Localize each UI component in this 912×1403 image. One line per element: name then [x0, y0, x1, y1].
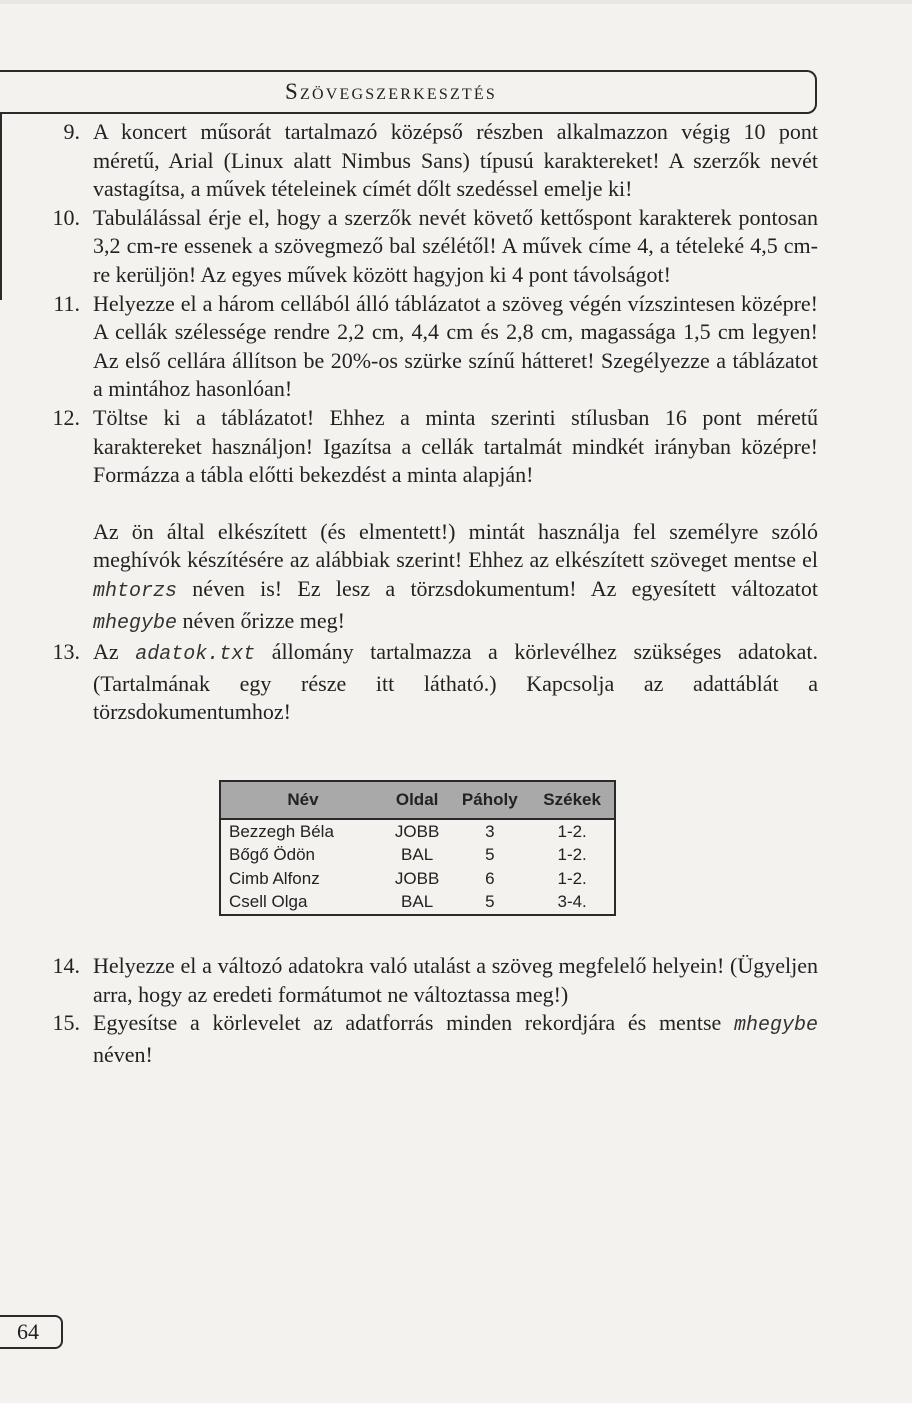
table-header-cell: Páholy [449, 782, 530, 819]
table-cell: BAL [401, 845, 434, 865]
task-number: 10. [52, 204, 80, 230]
table-header-cell: Székek [530, 782, 614, 819]
task-text-part: állomány tartalmazza a körlevélhez szükséges adatokat. (Tartalmának egy része itt látható.) Kapcsolja az adattáblát a törzsdokumentumhoz! [93, 639, 818, 725]
table-cell: 1-2. [557, 845, 587, 865]
table-cell: 1-2. [557, 821, 587, 841]
task-text: Helyezze el a változó adatokra való utalást a szöveg megfelelő helyein! (Ügyeljen arra, hogy az eredeti formátumot ne változtassa meg!) [93, 953, 818, 1007]
filename-mhegybe: mhegybe [93, 611, 178, 635]
table-header-row [221, 782, 614, 819]
table-cell: JOBB [394, 868, 440, 888]
task-number: 15. [52, 1010, 80, 1036]
task-text [93, 1009, 818, 1069]
task-item-10 [0, 204, 912, 290]
intro-text: Az ön által elkészített (és elmentett!) mintát használja fel személyre szóló meghívók készítésére az alábbiak szerint! Ehhez az elkészített szöveget mentse el [93, 518, 818, 573]
table-cell: BAL [401, 892, 434, 912]
table-row [221, 867, 614, 891]
table-cell: 5 [485, 892, 495, 912]
data-table [221, 782, 614, 914]
task-text-part: Egyesítse a körlevelet az adatforrás minden rekordjára és mentse [93, 1010, 734, 1036]
filename-adatok: adatok.txt [135, 643, 256, 667]
data-table-frame [219, 780, 616, 916]
table-cell: 5 [485, 845, 495, 865]
task-number: 14. [52, 953, 80, 978]
section-title: Szövegszerkesztés [285, 79, 497, 104]
table-cell: 6 [485, 868, 495, 888]
table-header-cell: Név [221, 782, 385, 819]
task-item-9 [0, 118, 912, 204]
table-cell: 1-2. [557, 868, 587, 888]
table-row [221, 819, 614, 844]
task-text: A koncert műsorát tartalmazó középső részben alkalmazzon végig 10 pont méretű, Arial (Linux alatt Nimbus Sans) típusú karaktereket! A szerzők nevét vastagítsa, a művek tételeinek címét dőlt szedéssel emelje ki! [93, 119, 818, 202]
task-number: 11. [53, 290, 80, 316]
task-text: Helyezze el a három cellából álló táblázatot a szöveg végén vízszintesen középre! A cellák szélessége rendre 2,2 cm, 4,4 cm és 2,8 cm, magassága 1,5 cm legyen! Az első cellára állítson be 20%-os szürke színű hátteret! Szegélyezze a táblázatot a mintához hasonlóan! [93, 290, 818, 402]
table-cell: Cimb Alfonz [229, 868, 320, 888]
intro-text: néven őrizze meg! [177, 607, 345, 633]
page-content-lower [0, 952, 912, 1069]
table-cell: JOBB [394, 821, 440, 841]
page-top-edge [0, 0, 912, 4]
task-text-part: néven! [93, 1041, 153, 1067]
table-header-cell: Oldal [385, 782, 449, 819]
intro-paragraph [93, 518, 818, 638]
task-text [93, 638, 818, 727]
task-number: 9. [63, 119, 80, 144]
task-item-11 [0, 290, 912, 404]
intro-text: néven is! Ez lesz a törzsdokumentum! Az egyesített változatot [177, 575, 818, 601]
paragraph-gap [0, 490, 912, 518]
page-content [0, 118, 912, 727]
table-row [221, 844, 614, 868]
page-number: 64 [17, 1319, 39, 1344]
task-text-part: Az [93, 639, 136, 665]
table-cell: 3 [485, 821, 495, 841]
task-item-13 [0, 638, 912, 727]
table-row [221, 891, 614, 915]
task-item-12 [0, 404, 912, 490]
task-item-15 [0, 1009, 912, 1069]
task-text: Tabulálással érje el, hogy a szerzők nevét követő kettőspont karakterek pontosan 3,2 cm-re essenek a szövegmező bal szélétől! A művek címe 4, a tételeké 4,5 cm-re kerüljön! Az egyes művek között hagyjon ki 4 pont távolságot! [93, 204, 818, 287]
table-cell: 3-4. [557, 892, 587, 912]
filename-mhtorzs: mhtorzs [93, 579, 178, 603]
task-text: Töltse ki a táblázatot! Ehhez a minta szerinti stílusban 16 pont méretű karaktereket használjon! Igazítsa a cellák tartalmát mindkét irányban középre! Formázza a tábla előtti bekezdést a minta alapján! [93, 404, 818, 488]
task-number: 12. [52, 404, 80, 430]
task-item-14 [0, 952, 912, 1009]
table-cell: Csell Olga [229, 892, 308, 912]
task-number: 13. [52, 639, 80, 665]
table-cell: Bezzegh Béla [229, 821, 334, 841]
table-cell: Bőgő Ödön [229, 845, 316, 865]
filename-mhegybe: mhegybe [733, 1014, 818, 1038]
